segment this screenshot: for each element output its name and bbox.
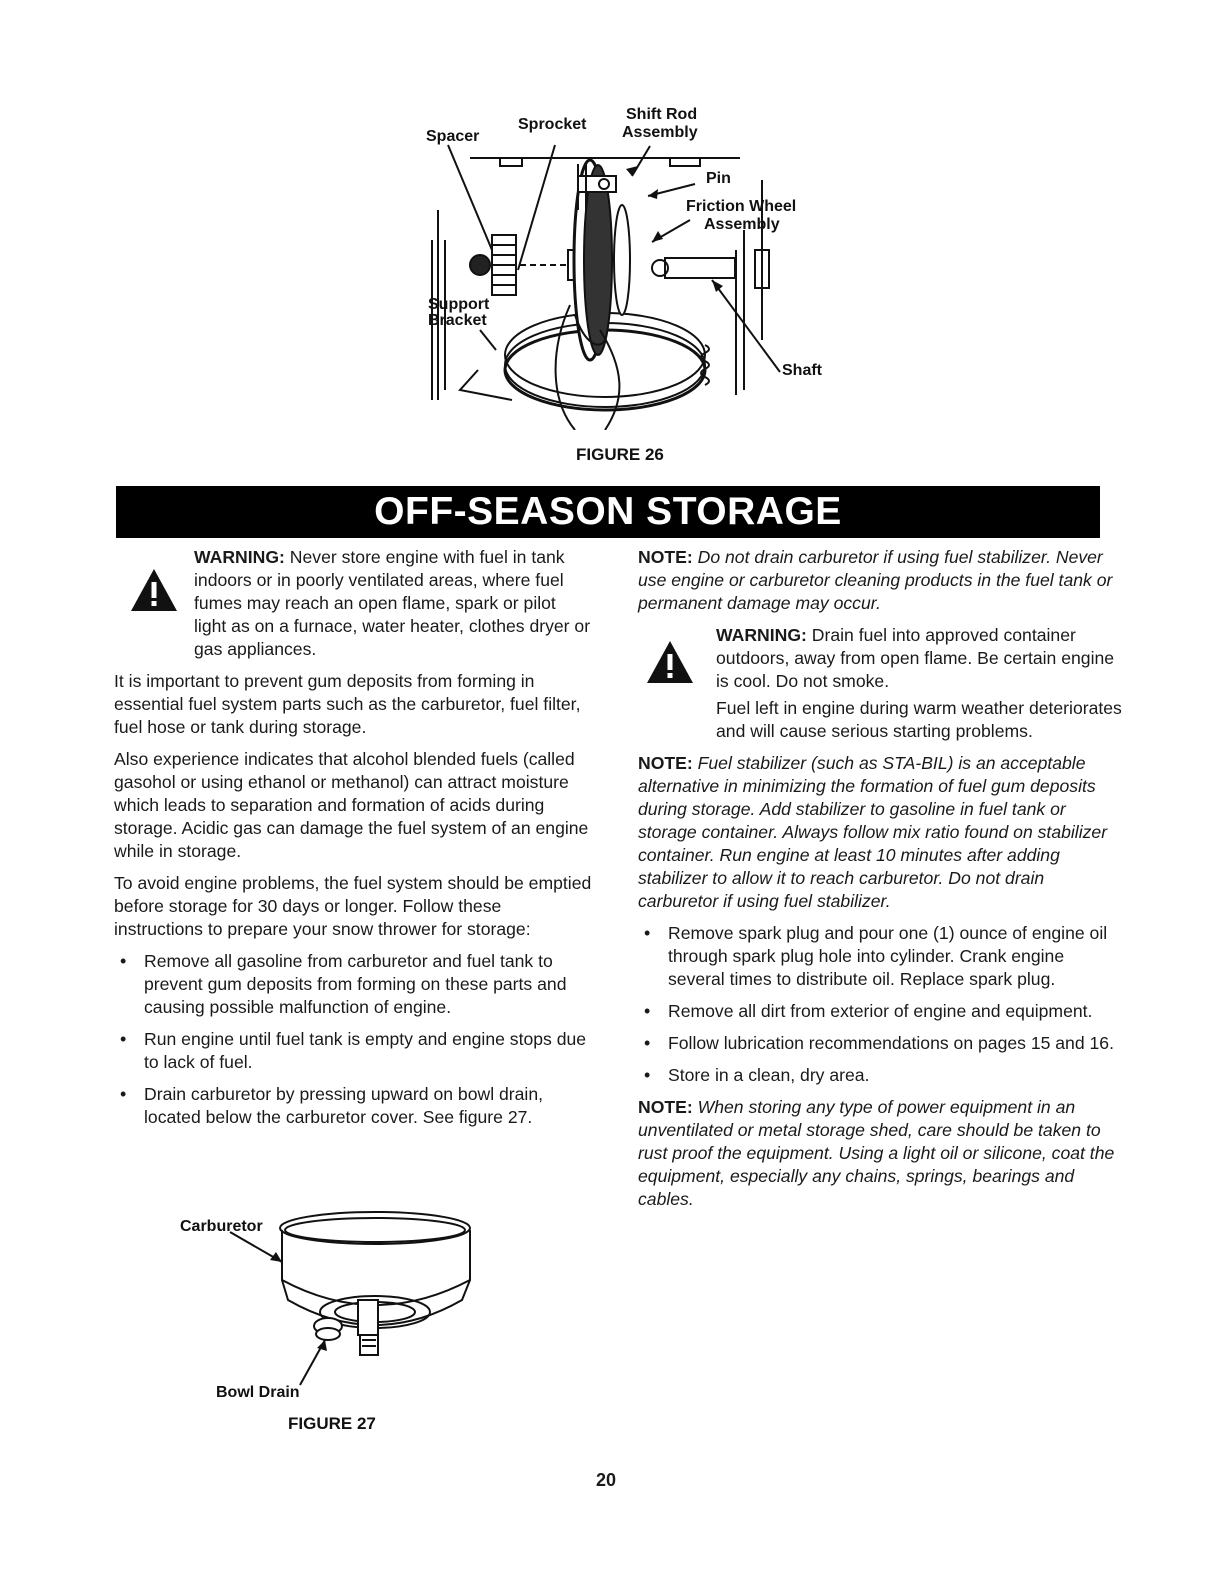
note-text: Do not drain carburetor if using fuel stabilizer. Never use engine or carburetor cleaning products in the fuel tank or permanent damage may occur. (638, 547, 1113, 613)
list-item: • Run engine until fuel tank is empty and engine stops due to lack of fuel. (114, 1028, 592, 1074)
left-warning-text: Never store engine with fuel in tank indoors or in poorly ventilated areas, where fuel fumes may reach an open flame, spark or pilot light as on a furnace, water heater, clothes dryer or gas appliances. (194, 547, 591, 659)
left-warning-label: WARNING: (194, 547, 285, 567)
label-shaft: Shaft (782, 362, 822, 379)
right-note-3 (638, 1096, 1122, 1211)
label-support-2: Bracket (428, 312, 487, 329)
list-item: • Remove all dirt from exterior of engine and equipment. (638, 1000, 1122, 1023)
left-bullet-list (114, 950, 592, 1129)
right-column (638, 546, 1122, 1220)
note-label: NOTE: (638, 753, 693, 773)
left-para-1: It is important to prevent gum deposits from forming in essential fuel system parts such as the carburetor, fuel filter, fuel hose or tank during storage. (114, 671, 581, 737)
right-warning-text: Drain fuel into approved container outdoors, away from open flame. Be certain engine is cool. Do not smoke. (716, 625, 1115, 691)
label-sprocket: Sprocket (518, 116, 587, 133)
label-support-1: Support (428, 296, 490, 313)
left-para-2: Also experience indicates that alcohol blended fuels (called gasohol or using ethanol or methanol) can attract moisture which leads to separation and formation of acids during storage. Acidic gas can damage the fuel system of an engine while in storage. (114, 749, 589, 861)
right-bullet-list (638, 922, 1122, 1087)
note-label: NOTE: (638, 547, 693, 567)
note-label: NOTE: (638, 1097, 693, 1117)
page-number: 20 (596, 1470, 617, 1490)
list-item: • Drain carburetor by pressing upward on bowl drain, located below the carburetor cover. See figure 27. (114, 1083, 592, 1129)
figure-27-caption: FIGURE 27 (288, 1414, 376, 1433)
label-carburetor: Carburetor (180, 1218, 263, 1235)
label-friction-wheel-2: Assembly (704, 216, 780, 233)
list-item: • Remove all gasoline from carburetor and fuel tank to prevent gum deposits from forming on these parts and causing possible malfunction of engine. (114, 950, 592, 1019)
right-warning-para: Fuel left in engine during warm weather deteriorates and will cause serious starting problems. (716, 698, 1122, 741)
list-item: • Follow lubrication recommendations on pages 15 and 16. (638, 1032, 1122, 1055)
friction-wheel-illustration (400, 100, 840, 430)
right-warning (638, 624, 1122, 693)
label-pin: Pin (706, 170, 731, 187)
section-title: OFF-SEASON STORAGE (116, 486, 1100, 538)
label-shift-rod-1: Shift Rod (626, 106, 698, 123)
note-text: Fuel stabilizer (such as STA-BIL) is an acceptable alternative in minimizing the formation of fuel gum deposits during storage. Add stabilizer to gasoline in fuel tank or storage container. Always follow mix ratio found on stabilizer container. Run engine at least 10 minutes after adding stabilizer to allow it to reach carburetor. Do not drain carburetor if using fuel stabilizer. (638, 753, 1108, 911)
warning-icon (130, 568, 178, 612)
left-para-3: To avoid engine problems, the fuel system should be emptied before storage for 30 days or longer. Follow these instructions to prepare your snow thrower for storage: (114, 873, 592, 939)
figure-26 (400, 100, 840, 440)
list-item: • Store in a clean, dry area. (638, 1064, 1122, 1087)
left-warning (114, 546, 592, 661)
right-warning-label: WARNING: (716, 625, 807, 645)
label-friction-wheel-1: Friction Wheel (686, 198, 797, 215)
right-note-2 (638, 752, 1122, 913)
figure-27 (170, 1200, 510, 1440)
list-item: • Remove spark plug and pour one (1) ounce of engine oil through spark plug hole into cylinder. Crank engine several times to distribute oil. Replace spark plug. (638, 922, 1122, 991)
label-spacer: Spacer (426, 128, 480, 145)
note-text: When storing any type of power equipment in an unventilated or metal storage shed, care should be taken to rust proof the equipment. Using a light oil or silicone, coat the equipment, especially any chains, springs, bearings and cables. (638, 1097, 1115, 1209)
warning-icon (646, 640, 694, 684)
label-bowl-drain: Bowl Drain (216, 1384, 300, 1401)
label-shift-rod-2: Assembly (622, 124, 698, 141)
right-note-1 (638, 546, 1122, 615)
figure-26-caption: FIGURE 26 (576, 445, 664, 464)
left-column (114, 546, 592, 1138)
